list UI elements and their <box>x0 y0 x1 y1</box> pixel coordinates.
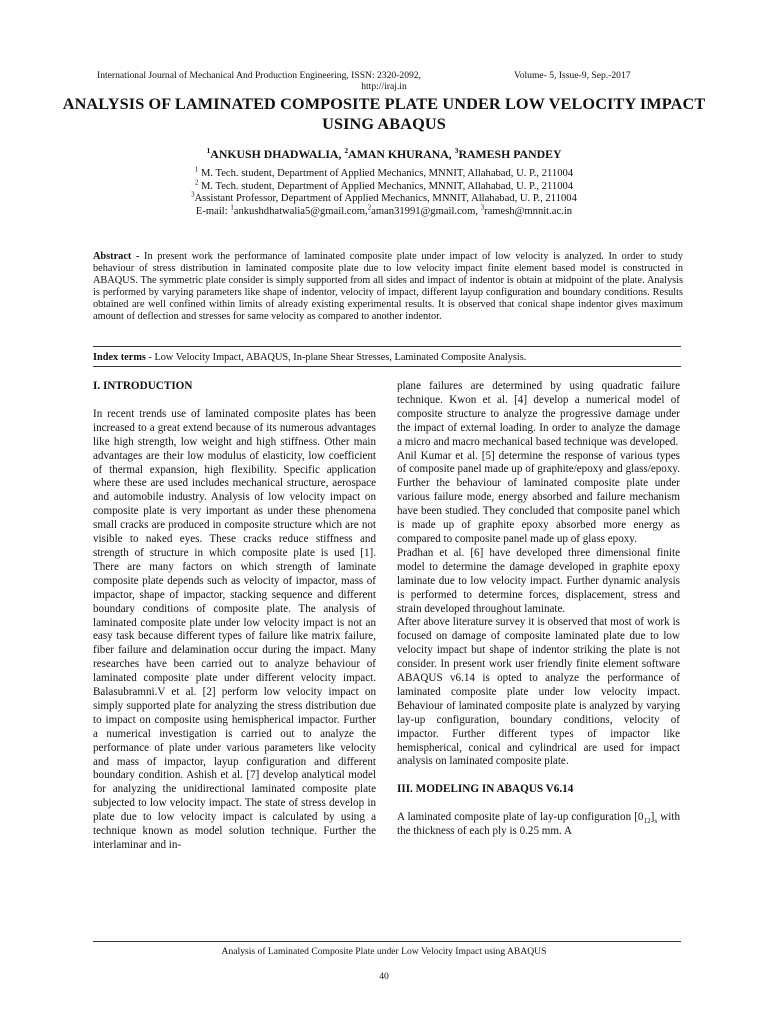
affiliations <box>0 168 768 218</box>
email-address: ramesh@mnnit.ac.in <box>484 205 573 217</box>
affil-sup: 3 <box>191 191 195 199</box>
journal-header: International Journal of Mechanical And Production Engineering, ISSN: 2320-2092, <box>97 70 421 81</box>
journal-url: http://iraj.in <box>361 81 407 92</box>
paragraph-text: ] <box>650 811 655 824</box>
email-sup: 1 <box>230 203 234 211</box>
email-address: aman31991@gmail.com, <box>371 205 481 217</box>
running-title: Analysis of Laminated Composite Plate under Low Velocity Impact using ABAQUS <box>221 946 547 957</box>
paragraph: Pradhan et al. [6] have developed three dimensional finite model to determine the damage developed in graphite epoxy laminate due to low velocity impact. Further dynamic analysis is performed to determine forces, displacement, stress and strain developed throughout laminate. <box>397 546 680 615</box>
email-address: ankushdhatwalia5@gmail.com, <box>233 205 368 217</box>
abstract <box>93 251 683 323</box>
affil-sup: 2 <box>194 178 199 186</box>
paragraph: Anil Kumar et al. [5] determine the response of various types of composite panel made up of graphite/epoxy and glass/epoxy. Further the behaviour of laminated composite plate under various failure mode, energy absorbed and failure mechanism have been studied. They concluded that composite panel which is made up of graphite epoxy absorbed more energy as compared to composite panel made up of glass epoxy. <box>397 449 680 545</box>
affil-sup: 1 <box>194 166 199 174</box>
author-name: ANKUSH DHADWALIA, <box>210 147 345 161</box>
affiliation-line <box>0 193 768 206</box>
section-heading: I. INTRODUCTION <box>93 380 193 392</box>
paragraph-text: A laminated composite plate of lay-up configuration [0 <box>397 811 644 824</box>
abstract-text: In present work the performance of laminated composite plate under impact of low velocity is analyzed. In order to study behaviour of stress distribution in laminated composite plate due to low velocity impact finite element based model is constructed in ABAQUS. The symmetric plate consider is simply supported from all sides and impact of indentor is obtain at midpoint of the plate. Analysis is performed by varying parameters like shape of indentor, velocity of impact, different layup configuration and boundary conditions. Results obtained are well confined within limits of already existing experimental results. It is observed that conical shape indentor gives maximum amount of deflection and stresses for same velocity as compared to another indentor. <box>93 251 683 322</box>
affil-text: M. Tech. student, Department of Applied Mechanics, MNNIT, Allahabad, U. P., 211004 <box>198 180 574 192</box>
right-column <box>397 380 680 839</box>
affiliation-line <box>0 168 768 181</box>
affil-text: M. Tech. student, Department of Applied Mechanics, MNNIT, Allahabad, U. P., 211004 <box>198 168 574 179</box>
paragraph <box>397 811 680 839</box>
author-list <box>0 147 768 161</box>
abstract-label: Abstract - <box>93 251 145 262</box>
divider <box>93 346 681 347</box>
subscript: s <box>654 817 658 826</box>
section-heading: III. MODELING IN ABAQUS V6.14 <box>397 783 574 796</box>
affil-text: Assistant Professor, Department of Applied Mechanics, MNNIT, Allahabad, U. P., 211004 <box>194 193 577 204</box>
paper-title: ANALYSIS OF LAMINATED COMPOSITE PLATE UNDER LOW VELOCITY IMPACT USING ABAQUS <box>62 94 706 133</box>
divider <box>93 366 681 367</box>
author-sup: 2 <box>344 146 349 156</box>
index-terms <box>93 352 683 364</box>
index-terms-label: Index terms <box>93 352 146 363</box>
email-sup: 2 <box>367 203 372 211</box>
left-column <box>93 380 376 853</box>
footer-divider <box>93 941 681 942</box>
author-name: RAMESH PANDEY <box>458 147 562 161</box>
paragraph: plane failures are determined by using quadratic failure technique. Kwon et al. [4] develop a numerical model of composite structure to analyze the progressive damage under the impact of external loading. In order to analyze the damage a micro and macro mechanical based technique was developed. <box>397 380 680 448</box>
index-terms-text: - Low Velocity Impact, ABAQUS, In-plane Shear Stresses, Laminated Composite Analysis. <box>145 352 527 363</box>
volume-header: Volume- 5, Issue-9, Sep.-2017 <box>514 70 631 81</box>
author-name: AMAN KHURANA, <box>348 147 455 161</box>
paragraph: After above literature survey it is observed that most of work is focused on damage of composite laminated plate due to low velocity impact but shape of indentor striking the plate is not consider. In present work user friendly finite element software ABAQUS v6.14 is opted to analyze the performance of laminated composite plate under low velocity impact. Behaviour of laminated composite plate is analyzed by varying lay-up configuration, boundary conditions, velocity of impactor. Further different types of impactor like hemispherical, conical and cylindrical are used for impact analysis on laminated composite plate. <box>397 616 680 768</box>
email-line <box>0 203 768 219</box>
paragraph: In recent trends use of laminated composite plates has been increased to a great extend because of its numerous advantages like high strength, low weight and high stiffness. Other main advantages are their low modulus of elasticity, low coefficient of thermal expansion, high flexibility. Specific application where these are used includes mechanical structure, aerospace and automobile industry. Analysis of low velocity impact on composite plate is very important as under these phenomena small cracks are produced in composite structure which are not visible to naked eyes. These cracks reduce stiffness and strength of structure in which composite plate is used [1]. There are many factors on which strength of laminate composite plate depends such as velocity of impactor, mass of impactor, shape of impactor, stacking sequence and different boundary conditions of composite plate. The analysis of laminated composite plate under low velocity impact is not an easy task because different types of failure like matrix failure, fiber failure and delamination occur during the impact. Many researches have been carried out to analyze behaviour of laminated composite plate under different velocity impact. Balasubramni.V et al. [2] perform low velocity impact on simply supported plate for analyzing the stress distribution due to impact on composite using hemispherical impactor. Further a numerical investigation is carried out to analyze the performance of plate under various parameters like velocity and mass of impactor, layup configuration and different boundary condition. Ashish et al. [7] develop analytical model for analyzing the unidirectional laminated composite plate subjected to low velocity impact. The state of stress develop in plate due to low velocity impact is calculated by using a technique known as model solution technique. Further the interlaminar and in- <box>93 407 376 851</box>
affiliation-line <box>0 178 768 194</box>
email-sup: 3 <box>480 203 485 211</box>
author-sup: 1 <box>206 146 211 156</box>
subscript: 12 <box>643 817 651 826</box>
page-number: 40 <box>379 971 389 982</box>
author-sup: 3 <box>454 146 459 156</box>
email-label: E-mail: <box>195 205 231 217</box>
paragraph-text: with the thickness of each ply is 0.25 mm. A <box>397 811 680 838</box>
